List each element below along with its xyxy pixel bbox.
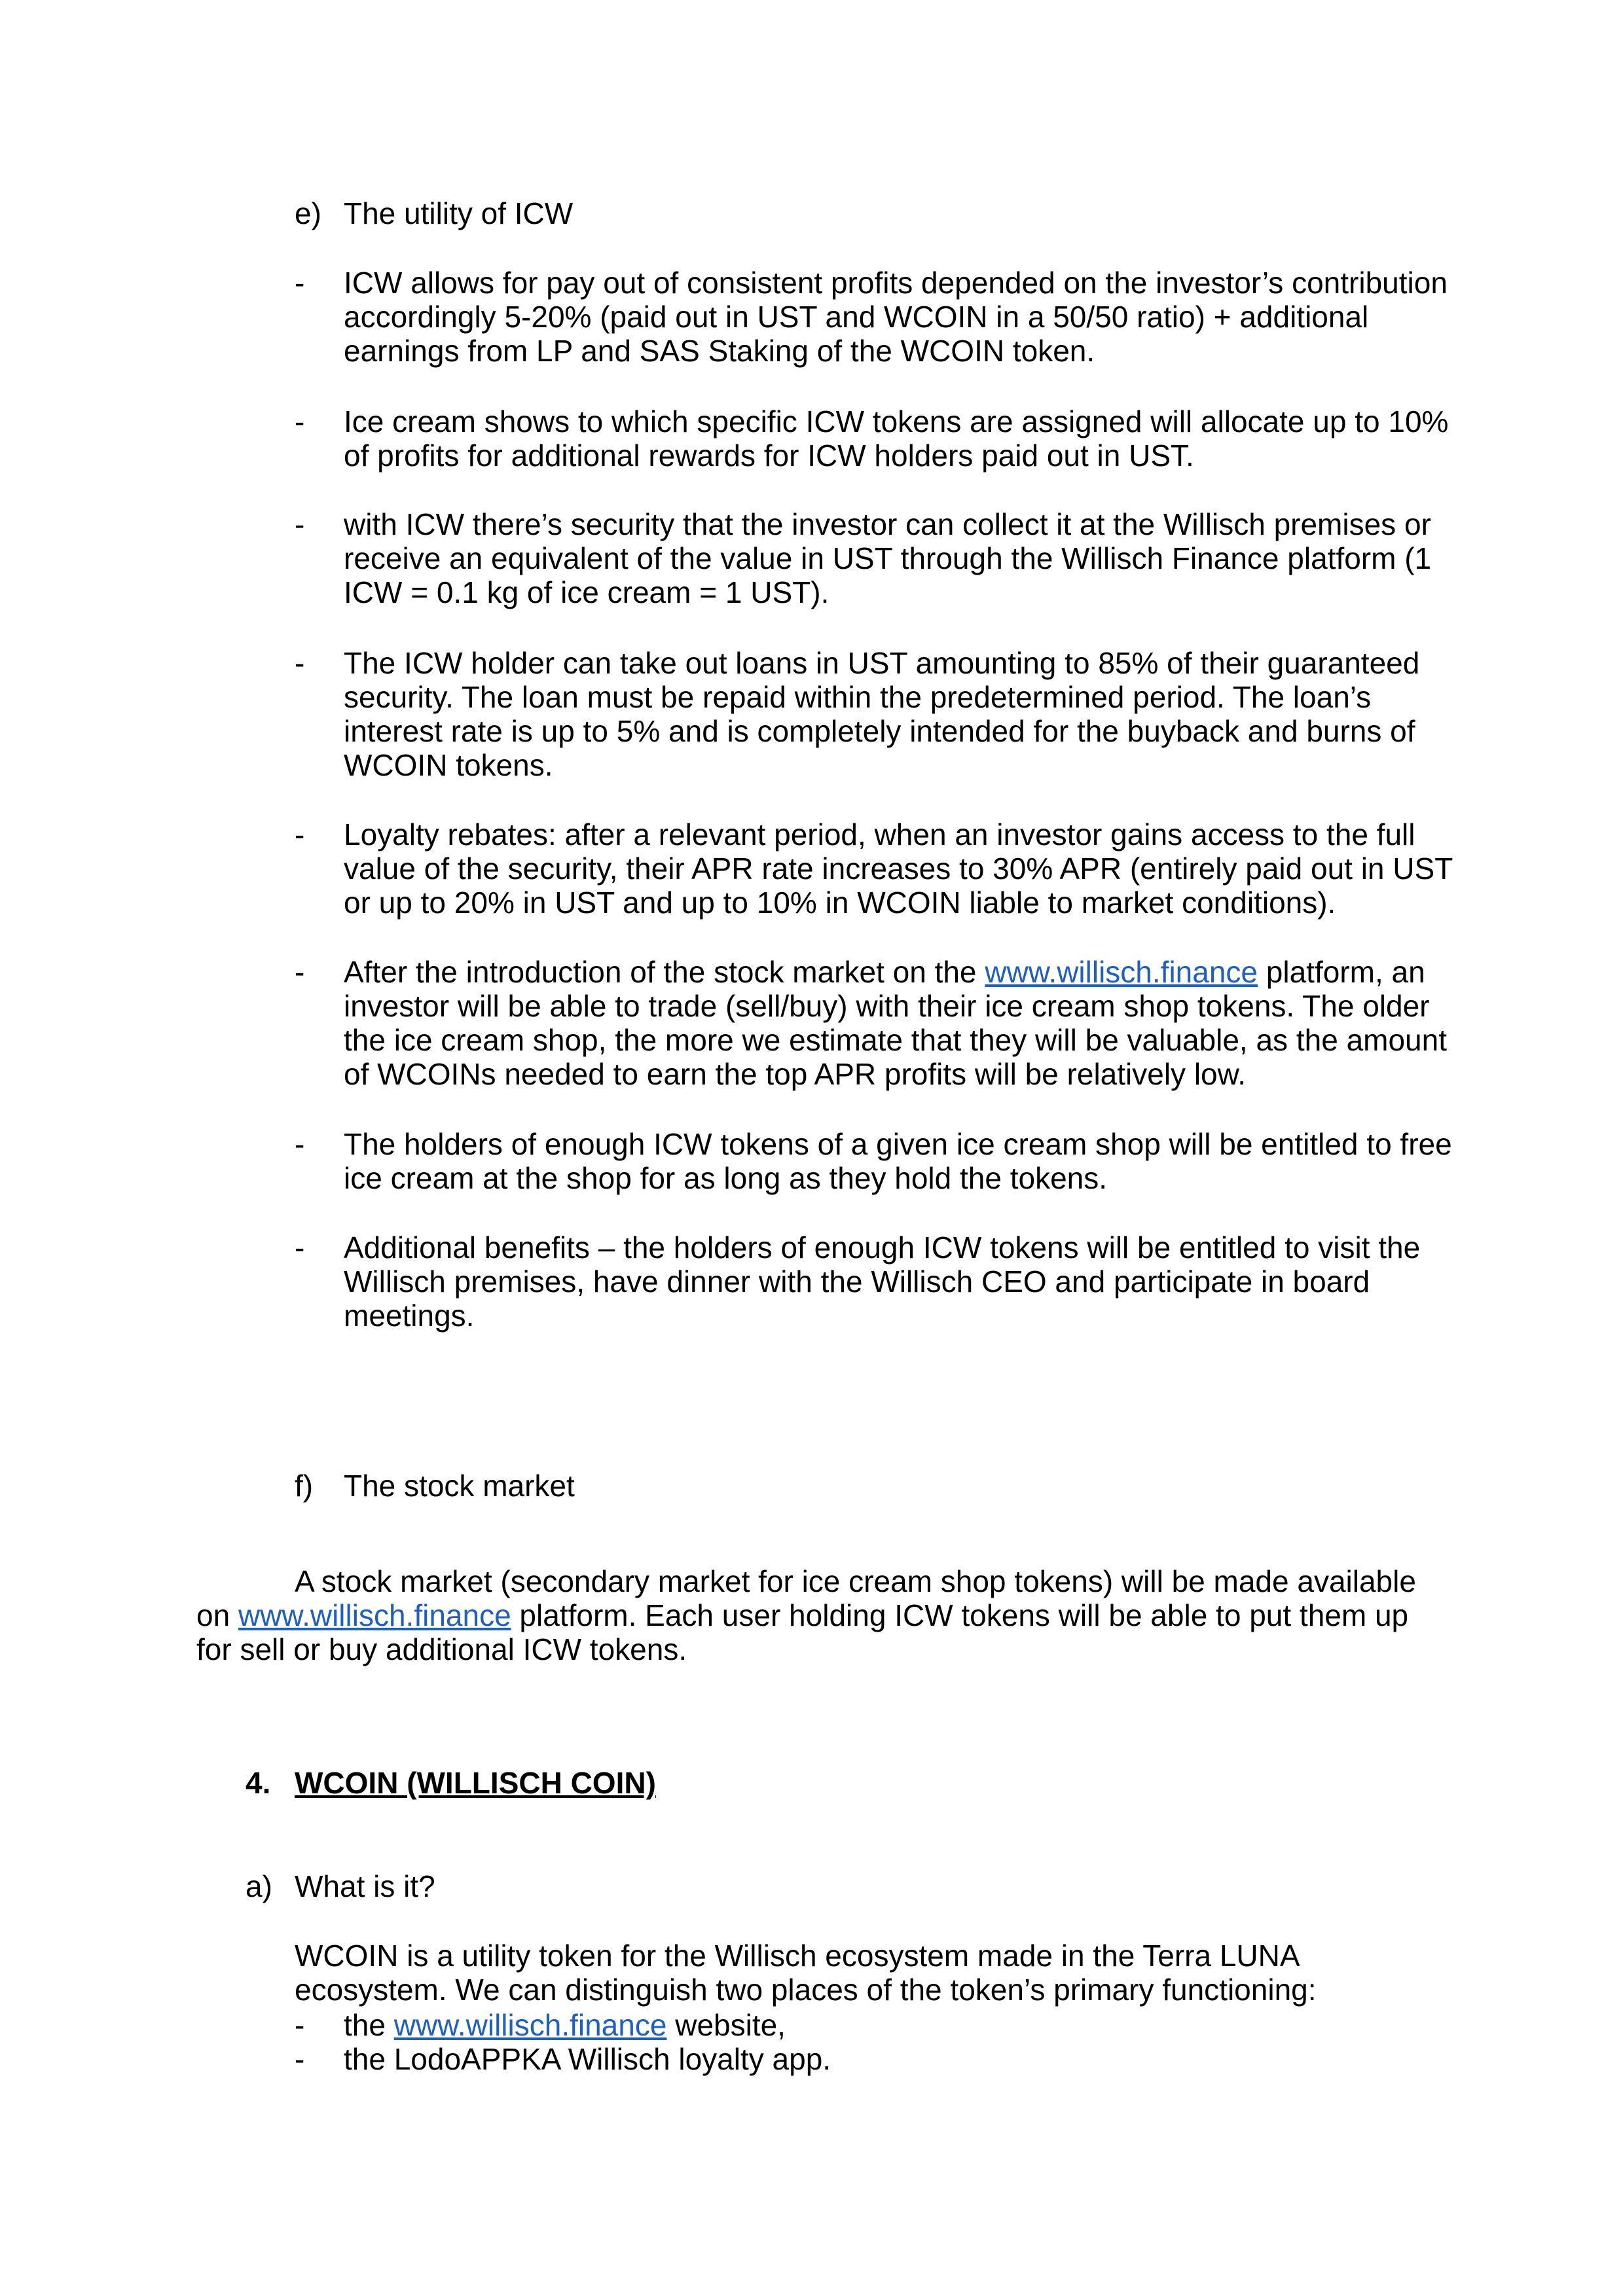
- bullet-text: Additional benefits – the holders of enough ICW tokens will be entitled to visit the Willisch premises, have dinner with the Willisch CEO and participate in board meetings.: [344, 1230, 1421, 1333]
- bullet-dash: -: [295, 1230, 305, 1265]
- bullet-dash: -: [295, 507, 305, 541]
- bullet-dash: -: [295, 817, 305, 852]
- bullet-text: with ICW there’s security that the investor can collect it at the Willisch premises or receive an equivalent of the value in UST through the Willisch Finance platform (1 ICW = 0.1 kg of ice cream = 1 UST).: [344, 507, 1432, 609]
- list-item: [295, 404, 1473, 473]
- bullet-dash: -: [295, 1127, 305, 1161]
- bullet-text-before: the: [344, 2008, 394, 2042]
- list-item: [295, 1230, 1473, 1333]
- bullet-dash: -: [295, 266, 305, 300]
- bullet-dash: -: [295, 955, 305, 989]
- section-e-marker: e): [295, 196, 321, 230]
- willisch-finance-link[interactable]: www.willisch.finance: [393, 2008, 667, 2042]
- bullet-dash: -: [295, 646, 305, 680]
- bullet-dash: -: [295, 404, 305, 439]
- bullet-text-after: platform, an investor will be able to trade (sell/buy) with their ice cream shop tokens. The older the ice cream shop, the more we estimate that they will be valuable, as the amount of WCOINs needed to earn the top APR profits will be relatively low.: [344, 955, 1447, 1091]
- bullet-text: The ICW holder can take out loans in UST amounting to 85% of their guaranteed security. The loan must be repaid within the predetermined period. The loan’s interest rate is up to 5% and is completely intended for the buyback and burns of WCOIN tokens.: [344, 646, 1420, 782]
- paragraph-text-after: platform. Each user holding ICW tokens will be able to put them up for sell or buy additional ICW tokens.: [196, 1598, 1409, 1666]
- bullet-text: Ice cream shows to which specific ICW tokens are assigned will allocate up to 10% of profits for additional rewards for ICW holders paid out in UST.: [344, 404, 1449, 473]
- list-item: [295, 817, 1473, 920]
- stock-market-paragraph: [196, 1564, 1440, 1666]
- bullet-text: The holders of enough ICW tokens of a given ice cream shop will be entitled to free ice cream at the shop for as long as they hold the tokens.: [344, 1127, 1452, 1195]
- willisch-finance-link[interactable]: www.willisch.finance: [238, 1598, 511, 1632]
- bullet-text: [344, 2008, 1473, 2042]
- bullet-text: [344, 955, 1473, 1091]
- section-f-title: The stock market: [344, 1469, 575, 1503]
- section-f-marker: f): [295, 1469, 314, 1503]
- willisch-finance-link[interactable]: www.willisch.finance: [985, 955, 1258, 989]
- bullet-text: ICW allows for pay out of consistent profits depended on the investor’s contribution accordingly 5-20% (paid out in UST and WCOIN in a 50/50 ratio) + additional earnings from LP and SAS Staking of the WCOIN token.: [344, 266, 1448, 368]
- section-4-number: 4.: [246, 1766, 271, 1800]
- list-item: [295, 507, 1473, 609]
- section-e-title: The utility of ICW: [344, 196, 574, 230]
- list-item: [295, 266, 1473, 368]
- list-item: [295, 1127, 1473, 1195]
- wcoin-paragraph: WCOIN is a utility token for the Willisch ecosystem made in the Terra LUNA ecosystem. We can distinguish two places of the token’s primary functioning:: [295, 1939, 1317, 2007]
- bullet-text: Loyalty rebates: after a relevant period, when an investor gains access to the full value of the security, their APR rate increases to 30% APR (entirely paid out in UST or up to 20% in UST and up to 10% in WCOIN liable to market conditions).: [344, 817, 1453, 920]
- paragraph-text-before: A stock market (secondary market for ice cream shop tokens) will be made available on: [196, 1564, 1416, 1632]
- list-item: [295, 955, 1473, 1091]
- bullet-dash: -: [295, 2008, 305, 2042]
- section-a-marker: a): [246, 1869, 272, 1903]
- bullet-text-after: website,: [666, 2008, 786, 2042]
- list-item: [295, 646, 1473, 782]
- section-a-title: What is it?: [295, 1869, 435, 1903]
- section-4-title: WCOIN (WILLISCH COIN): [295, 1766, 656, 1800]
- bullet-text: the LodoAPPKA Willisch loyalty app.: [344, 2042, 831, 2076]
- bullet-dash: -: [295, 2042, 305, 2076]
- bullet-text-before: After the introduction of the stock market on the: [344, 955, 985, 989]
